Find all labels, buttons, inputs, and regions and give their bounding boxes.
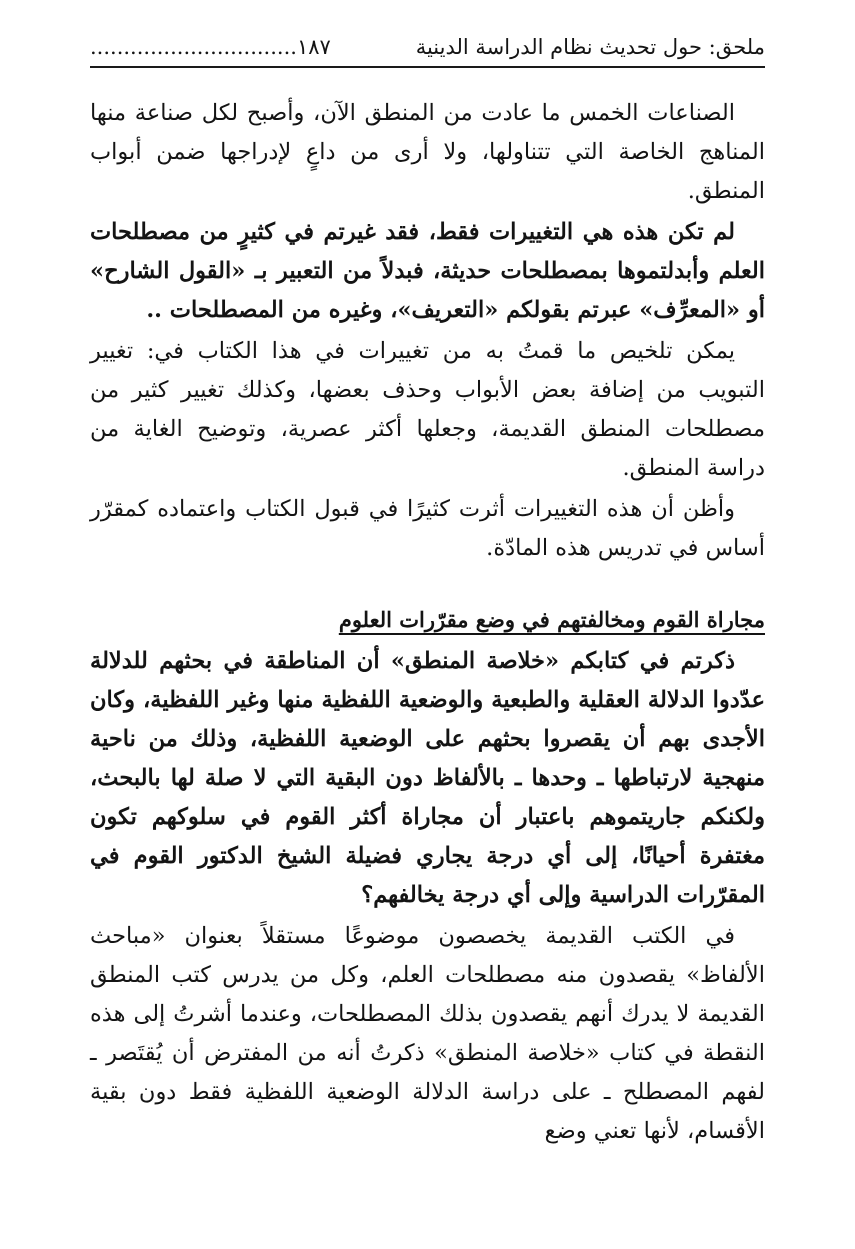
running-header: [90, 28, 765, 68]
book-page: [90, 28, 765, 1151]
paragraph-impact-of-changes: وأظن أن هذه التغييرات أثرت كثيرًا في قبول الكتاب واعتماده كمقرّر أساس في تدريس هذه المادّة.: [90, 496, 765, 561]
running-title: ملحق: حول تحديث نظام الدراسة الدينية: [415, 35, 765, 59]
paragraph-summary-of-changes: يمكن تلخيص ما قمتُ به من تغييرات في هذا الكتاب في: تغيير التبويب من إضافة بعض الأبواب وحذف بعضها، وكذلك تغيير كثير من مصطلحات المنطق القديمة، وجعلها أكثر عصرية، وتوضيح الغاية من دراسة المنطق.: [90, 338, 765, 481]
paragraph-five-arts: الصناعات الخمس ما عادت من المنطق الآن، وأصبح لكل صناعة منها المناهج الخاصة التي تتناولها، ولا أرى من داعٍ لإدراجها ضمن أبواب المنطق.: [90, 100, 765, 204]
question-terminology: لم تكن هذه هي التغييرات فقط، فقد غيرتم في كثيرٍ من مصطلحات العلم وأبدلتموها بمصطلحات حديثة، فبدلاً من التعبير بـ «القول الشارح» أو «المعرِّف» عبرتم بقولكم «التعريف»، وغيره من المصطلحات ..: [90, 219, 765, 323]
page-number: ١٨٧...............................: [90, 35, 331, 59]
answer-paragraph: في الكتب القديمة يخصصون موضوعًا مستقلاً بعنوان «مباحث الألفاظ» يقصدون منه مصطلحات العلم، وكل من يدرس كتب المنطق القديمة لا يدرك أنهم يقصدون بذلك المصطلحات، وعندما أشرتُ إلى هذه النقطة في كتاب «خلاصة المنطق» ذكرتُ أنه من المفترض أن يُقتَصر ـ لفهم المصطلح ـ على دراسة الدلالة الوضعية اللفظية فقط دون بقية الأقسام، لأنها تعني وضع: [90, 923, 765, 1144]
question-signification: ذكرتم في كتابكم «خلاصة المنطق» أن المناطقة في بحثهم للدلالة عدّدوا الدلالة العقلية والطبعية والوضعية اللفظية منها وغير اللفظية، وكان الأجدى بهم أن يقصروا بحثهم على الوضعية اللفظية، وذلك من ناحية منهجية لارتباطها ـ وحدها ـ بالألفاظ دون البقية التي لا صلة لها بالبحث، ولكنكم جاريتموهم باعتبار أن مجاراة أكثر القوم في سلوكهم تكون مغتفرة أحيانًا، إلى أي درجة يجاري فضيلة الشيخ الدكتور القوم في المقرّرات الدراسية وإلى أي درجة يخالفهم؟: [90, 648, 765, 908]
page-body: [90, 94, 765, 1151]
section-heading: مجاراة القوم ومخالفتهم في وضع مقرّرات العلوم: [338, 607, 765, 632]
